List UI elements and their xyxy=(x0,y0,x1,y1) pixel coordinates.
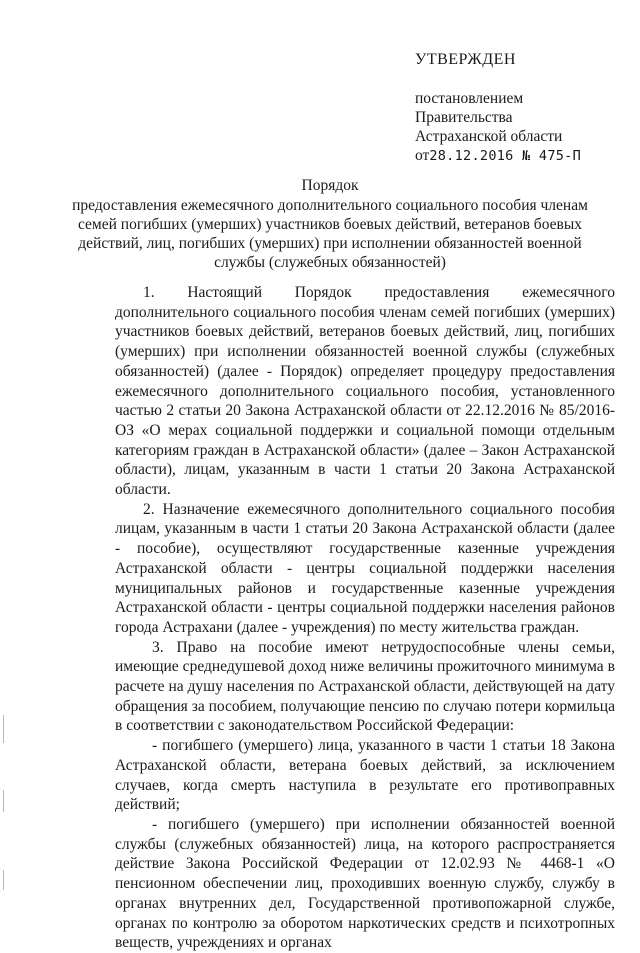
approval-date-line xyxy=(415,146,581,166)
scan-margin-mark xyxy=(3,715,4,743)
scan-margin-mark xyxy=(3,870,4,890)
approval-heading: УТВЕРЖДЕН xyxy=(415,51,516,68)
title-subtitle: предоставления ежемесячного дополнительного социального пособия членам семей погибших (умерших) участников боевых действий, ветеранов боевых действий, лиц, погибших (умерших) при исполнении обязанностей военной службы (служебных обязанностей) xyxy=(72,197,588,271)
approval-date-prefix: от xyxy=(415,147,430,164)
approval-date-value: 28.12.2016 № 475-П xyxy=(429,148,582,164)
approval-line-1: постановлением xyxy=(415,90,524,107)
scan-margin-mark xyxy=(3,790,4,812)
paragraph-1: 1. Настоящий Порядок предоставления ежемесячного дополнительного социального пособия членам семей погибших (умерших) участников боевых действий, ветеранов боевых действий, лиц, погибших (умерших) при исполнении обязанностей военной службы (служебных обязанностей) (далее - Порядок) определяет процедуру предоставления ежемесячного дополнительного социального пособия, установленного частью 2 статьи 20 Закона Астраханской области от 22.12.2016 № 85/2016-ОЗ «О мерах социальной поддержки и социальной помощи отдельным категориям граждан в Астраханской области» (далее – Закон Астраханской области), лицам, указанным в части 1 статьи 20 Закона Астраханской области. xyxy=(115,284,615,499)
document-title xyxy=(60,176,600,272)
paragraph-2: 2. Назначение ежемесячного дополнительного социального пособия лицам, указанным в части 1 статьи 20 Закона Астраханской области (далее - пособие), осуществляют государственные казенные учреждения Астраханской области - центры социальной поддержки населения муниципальных районов и государственные казенные учреждения Астраханской области - центры социальной поддержки населения районов города Астрахани (далее - учреждения) по месту жительства граждан. xyxy=(115,500,615,636)
document-body xyxy=(115,283,615,953)
approval-line-2: Правительства xyxy=(415,109,513,126)
title-main: Порядок xyxy=(301,177,359,194)
approval-block xyxy=(415,50,581,166)
approval-line-3: Астраханской области xyxy=(415,128,563,145)
list-item-1: - погибшего (умершего) лица, указанного в части 1 статьи 18 Закона Астраханской области, ветерана боевых действий, за исключением случаев, когда смерть наступила в результате его противоправных действий; xyxy=(115,737,615,814)
paragraph-3: 3. Право на пособие имеют нетрудоспособные члены семьи, имеющие среднедушевой доход ниже величины прожиточного минимума в расчете на душу населения по Астраханской области, действующей на дату обращения за пособием, получающие пенсию по случаю потери кормильца в соответствии с законодательством Российской Федерации: xyxy=(115,638,615,735)
list-item-2: - погибшего (умершего) при исполнении обязанностей военной службы (служебных обязанностей) лица, на которого распространяется действие Закона Российской Федерации от 12.02.93 № 4468-1 «О пенсионном обеспечении лиц, проходивших военную службу, службу в органах внутренних дел, Государственной противопожарной службе, органах по контролю за оборотом наркотических средств и психотропных веществ, учреждениях и органах xyxy=(115,815,615,952)
